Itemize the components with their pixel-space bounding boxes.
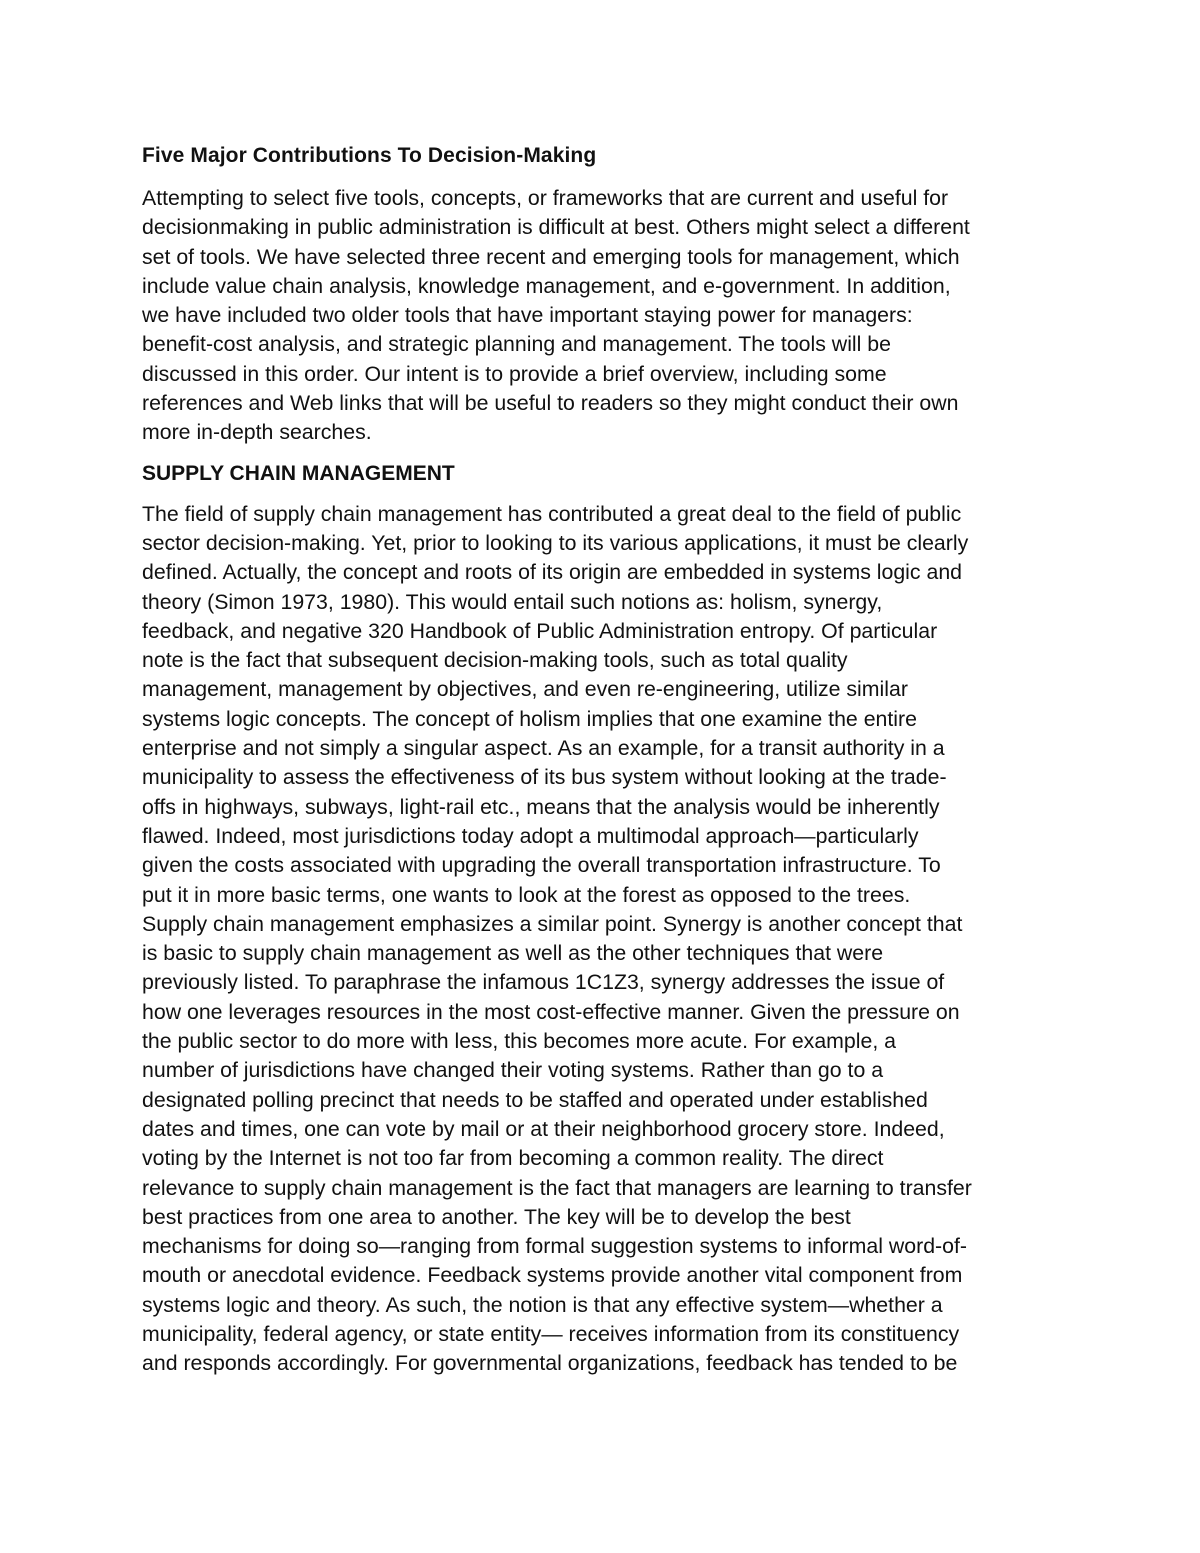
text-line: best practices from one area to another. The key will be to develop the best xyxy=(142,1204,851,1229)
text-line: previously listed. To paraphrase the infamous 1C1Z3, synergy addresses the issue of xyxy=(142,970,945,995)
body-paragraph xyxy=(142,500,1082,1379)
text-line: The field of supply chain management has contributed a great deal to the field of public xyxy=(142,501,962,526)
text-line: the public sector to do more with less, this becomes more acute. For example, a xyxy=(142,1029,897,1054)
text-line: we have included two older tools that have important staying power for managers: xyxy=(142,303,913,328)
text-line: and responds accordingly. For governmental organizations, feedback has tended to be xyxy=(142,1351,958,1376)
text-line: municipality, federal agency, or state entity— receives information from its constituency xyxy=(142,1321,960,1346)
text-line: sector decision-making. Yet, prior to looking to its various applications, it must be clearly xyxy=(142,530,969,555)
text-line: given the costs associated with upgrading the overall transportation infrastructure. To xyxy=(142,853,941,878)
document-page xyxy=(142,140,1082,1379)
text-line: management, management by objectives, and even re-engineering, utilize similar xyxy=(142,677,908,702)
text-line: is basic to supply chain management as well as the other techniques that were xyxy=(142,941,884,966)
text-line: references and Web links that will be useful to readers so they might conduct their own xyxy=(142,391,959,416)
document-title: Five Major Contributions To Decision-Making xyxy=(142,144,597,167)
text-line: relevance to supply chain management is the fact that managers are learning to transfer xyxy=(142,1175,972,1200)
text-line: defined. Actually, the concept and roots of its origin are embedded in systems logic and xyxy=(142,560,963,585)
intro-paragraph xyxy=(142,184,1082,448)
text-line: Attempting to select five tools, concepts, or frameworks that are current and useful for xyxy=(142,186,949,210)
text-line: voting by the Internet is not too far from becoming a common reality. The direct xyxy=(142,1146,884,1171)
text-line: systems logic and theory. As such, the notion is that any effective system—whether a xyxy=(142,1292,943,1317)
text-line: decisionmaking in public administration is difficult at best. Others might select a different xyxy=(142,215,970,240)
text-line: feedback, and negative 320 Handbook of Public Administration entropy. Of particular xyxy=(142,618,938,643)
text-line: offs in highways, subways, light-rail etc., means that the analysis would be inherently xyxy=(142,794,940,819)
text-line: benefit-cost analysis, and strategic planning and management. The tools will be xyxy=(142,332,891,357)
text-line: discussed in this order. Our intent is to provide a brief overview, including some xyxy=(142,361,887,386)
text-line: more in-depth searches. xyxy=(142,420,372,445)
text-line: enterprise and not simply a singular aspect. As an example, for a transit authority in a xyxy=(142,736,945,761)
text-line: put it in more basic terms, one wants to look at the forest as opposed to the trees. xyxy=(142,882,911,907)
text-line: include value chain analysis, knowledge management, and e-government. In addition, xyxy=(142,273,951,298)
text-line: how one leverages resources in the most cost-effective manner. Given the pressure on xyxy=(142,999,960,1024)
text-line: mouth or anecdotal evidence. Feedback systems provide another vital component from xyxy=(142,1263,963,1288)
text-line: flawed. Indeed, most jurisdictions today adopt a multimodal approach—particularly xyxy=(142,823,919,848)
section-heading: SUPPLY CHAIN MANAGEMENT xyxy=(142,461,455,485)
text-line: dates and times, one can vote by mail or at their neighborhood grocery store. Indeed, xyxy=(142,1116,945,1141)
text-line: set of tools. We have selected three recent and emerging tools for management, which xyxy=(142,244,960,269)
text-line: designated polling precinct that needs to be staffed and operated under established xyxy=(142,1087,928,1112)
text-line: municipality to assess the effectiveness of its bus system without looking at the trade- xyxy=(142,765,947,790)
text-line: note is the fact that subsequent decision-making tools, such as total quality xyxy=(142,648,848,673)
text-line: number of jurisdictions have changed their voting systems. Rather than go to a xyxy=(142,1058,884,1083)
text-line: mechanisms for doing so—ranging from formal suggestion systems to informal word-of- xyxy=(142,1234,967,1259)
text-line: systems logic concepts. The concept of holism implies that one examine the entire xyxy=(142,706,917,731)
text-line: Supply chain management emphasizes a similar point. Synergy is another concept that xyxy=(142,911,963,936)
text-line: theory (Simon 1973, 1980). This would entail such notions as: holism, synergy, xyxy=(142,589,883,614)
